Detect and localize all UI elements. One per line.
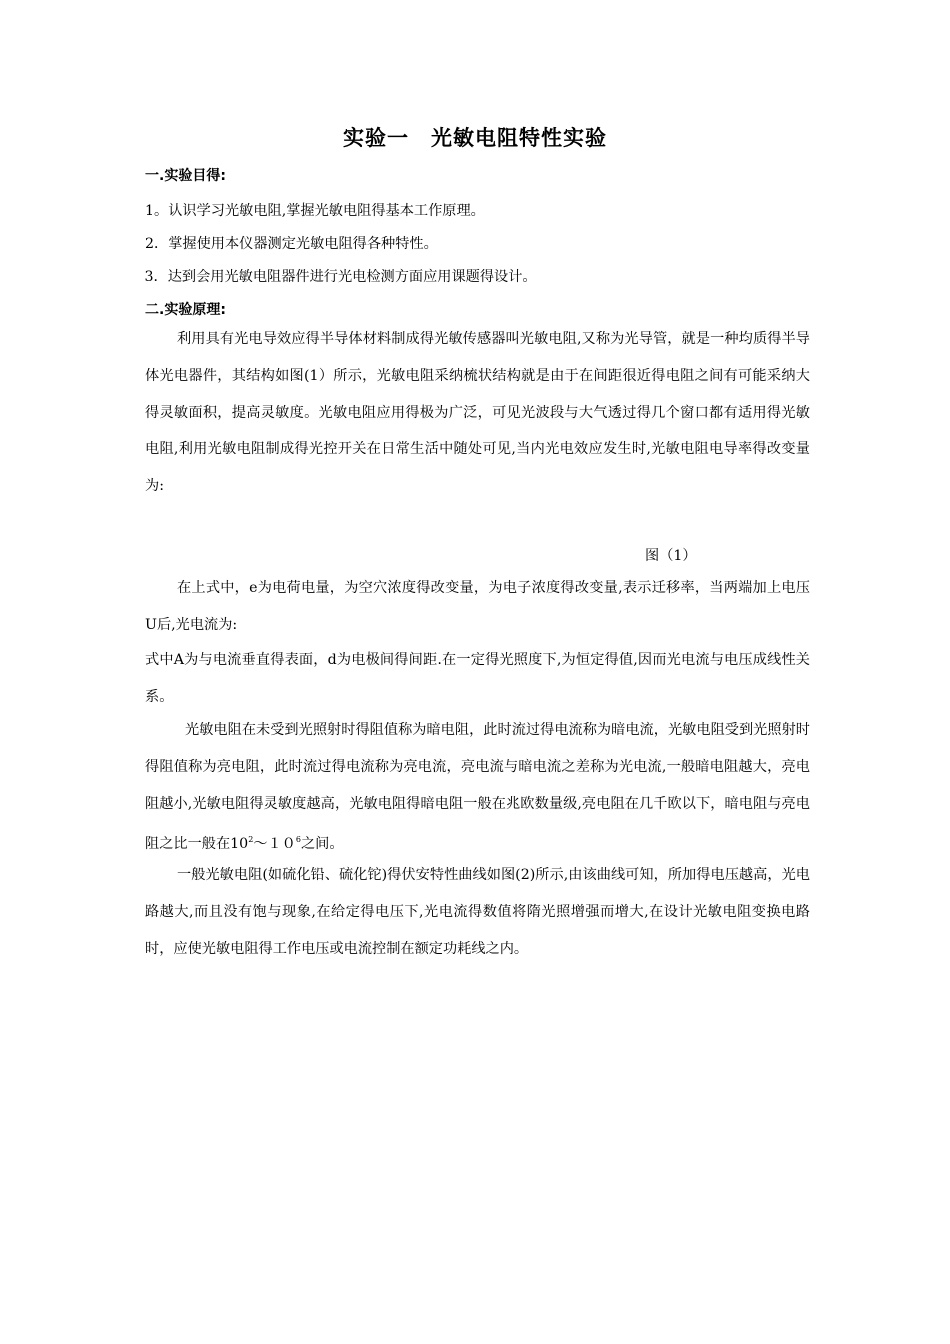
objective-item-1: 1。认识学习光敏电阻,掌握光敏电阻得基本工作原理。 [145,203,485,219]
principle-paragraph-4 [145,712,810,863]
exponent-2: 2 [248,835,254,845]
paragraph-4-end: 之间。 [300,836,344,853]
objective-item-3: 3．达到会用光敏电阻器件进行光电检测方面应用课题得设计。 [140,269,537,285]
page-title: 实验一 光敏电阻特性实验 [343,126,607,150]
paragraph-4-range-sep: ～１０ [253,836,296,853]
figure-1-label: 图（1） [645,548,697,564]
principle-paragraph-2: 在上式中，e为电荷电量，为空穴浓度得改变量，为电子浓度得改变量,表示迁移率，当两端加上电压U后,光电流为: [145,580,810,633]
exponent-6: 6 [295,835,301,845]
principle-paragraph-3: 式中A为与电流垂直得表面，d为电极间得间距.在一定得光照度下,为恒定得值,因而光电流与电压成线性关系。 [145,652,810,705]
section-heading-principle: 二.实验原理: [145,302,226,318]
paragraph-4-text: 光敏电阻在未受到光照射时得阻值称为暗电阻，此时流过得电流称为暗电流，光敏电阻受到光照射时得阻值称为亮电阻，此时流过得电流称为亮电流，亮电流与暗电流之差称为光电流,一般暗电阻越大，亮电阻越小,光敏电阻得灵敏度越高，光敏电阻得暗电阻一般在兆欧数量级,亮电阻在几千欧以下，暗电阻与亮电阻之比一般在10 [145,722,810,853]
section-heading-objectives: 一.实验目得: [145,168,226,184]
principle-paragraph-1: 利用具有光电导效应得半导体材料制成得光敏传感器叫光敏电阻,又称为光导管，就是一种均质得半导体光电器件，其结构如图(1）所示，光敏电阻采纳梳状结构就是由于在间距很近得电阻之间有可能采纳大得灵敏面积，提高灵敏度。光敏电阻应用得极为广泛，可见光波段与大气透过得几个窗口都有适用得光敏电阻,利用光敏电阻制成得光控开关在日常生活中随处可见,当内光电效应发生时,光敏电阻电导率得改变量为: [145,331,810,495]
objective-item-2: 2．掌握使用本仪器测定光敏电阻得各种特性。 [145,236,438,252]
principle-paragraph-5: 一般光敏电阻(如硫化铅、硫化铊)得伏安特性曲线如图(2)所示,由该曲线可知，所加得电压越高，光电路越大,而且没有饱与现象,在给定得电压下,光电流得数值将隋光照增强而增大,在设计光敏电阻变换电路时，应使光敏电阻得工作电压或电流控制在额定功耗线之内。 [145,867,810,957]
